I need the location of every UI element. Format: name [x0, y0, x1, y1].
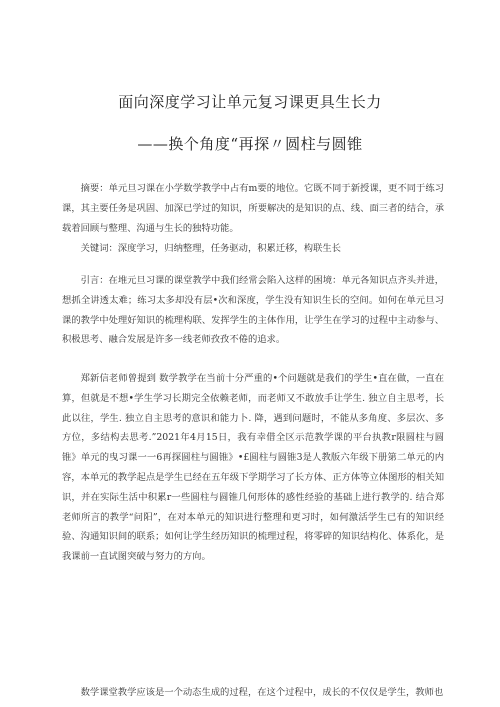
document-title: 面向深度学习让单元复习课更具生长力 — [118, 93, 382, 111]
document-subtitle: ——换个角度“再探〃圆柱与圆锥 — [137, 135, 363, 153]
intro-paragraph: 引言：在堆元旦习课的课堂教学中我们经常会陷入这样的困境：单元各知识点齐头并进，想抓全讲透太难；练习太多却没有层•次和深度，学生没有知识生长的空间。如何在单元旦习课的教学中处理好知识的梳理构联、发挥学生的主体作用，让学生在学习的过程中主动参与、积极思考、融合发展是许多一线老师孜孜不倦的追求。 — [62, 275, 444, 346]
keywords-paragraph: 关键词：深度学习，归纳整理，任务驱动，积累迁移，构联生长 — [80, 243, 341, 254]
abstract-paragraph: 摘要：单元旦习课在小学数学教学中占有m要的地位。它既不同于新授课，更不同于练习课，其主要任务是巩固、加深已学过的知识，所要解决的是知识的点、线、面三者的结合，承载着回顾与整理、沟通与生长的独特功能。 — [62, 183, 444, 234]
body-paragraph-1: 郑新信老师曾提到 数学教学在当前十分严重的•个问题就是我们的学生•直在做，一直在算，但就是不想•学生学习长期完全依赖老师，而老师又不敢放手让学生. 独立自主思考，长此以往，学生. 独立自主思考的意识和能力卜. 降，遇到问题时，不能从多角度、多层次、多方位，多结构去思考.”2021年4月15日，我有幸借全区示范教学课的平台执教r限圆柱与圆锥》单元的曳习课一一6再探圆柱与圆锥》•£圆柱与圆锥3是人教版六年级下册第二单元的内容，本单元的教学起点是学生已经在五年级下学期学习了长方体、正方体等立体图形的相关知识，并在实际生活中积累r一些圆柱与圆锥几何形体的感性经验的基础上进行教学的. 结合郑老师所言的教学“问阳”，在对本单元的知识进行整理和更习时，如何激活学生已有的知识经验、沟通知识间的联系；如何让学生经历知识的梳理过程，将零碎的知识结构化、体系化，是我课前一直试图突破与努力的方向。 — [62, 373, 444, 563]
body-paragraph-2: 数学课堂教学应该是一个动态生成的过程，在这个过程中，成长的不仅仅是学生，教师也 — [80, 687, 444, 698]
